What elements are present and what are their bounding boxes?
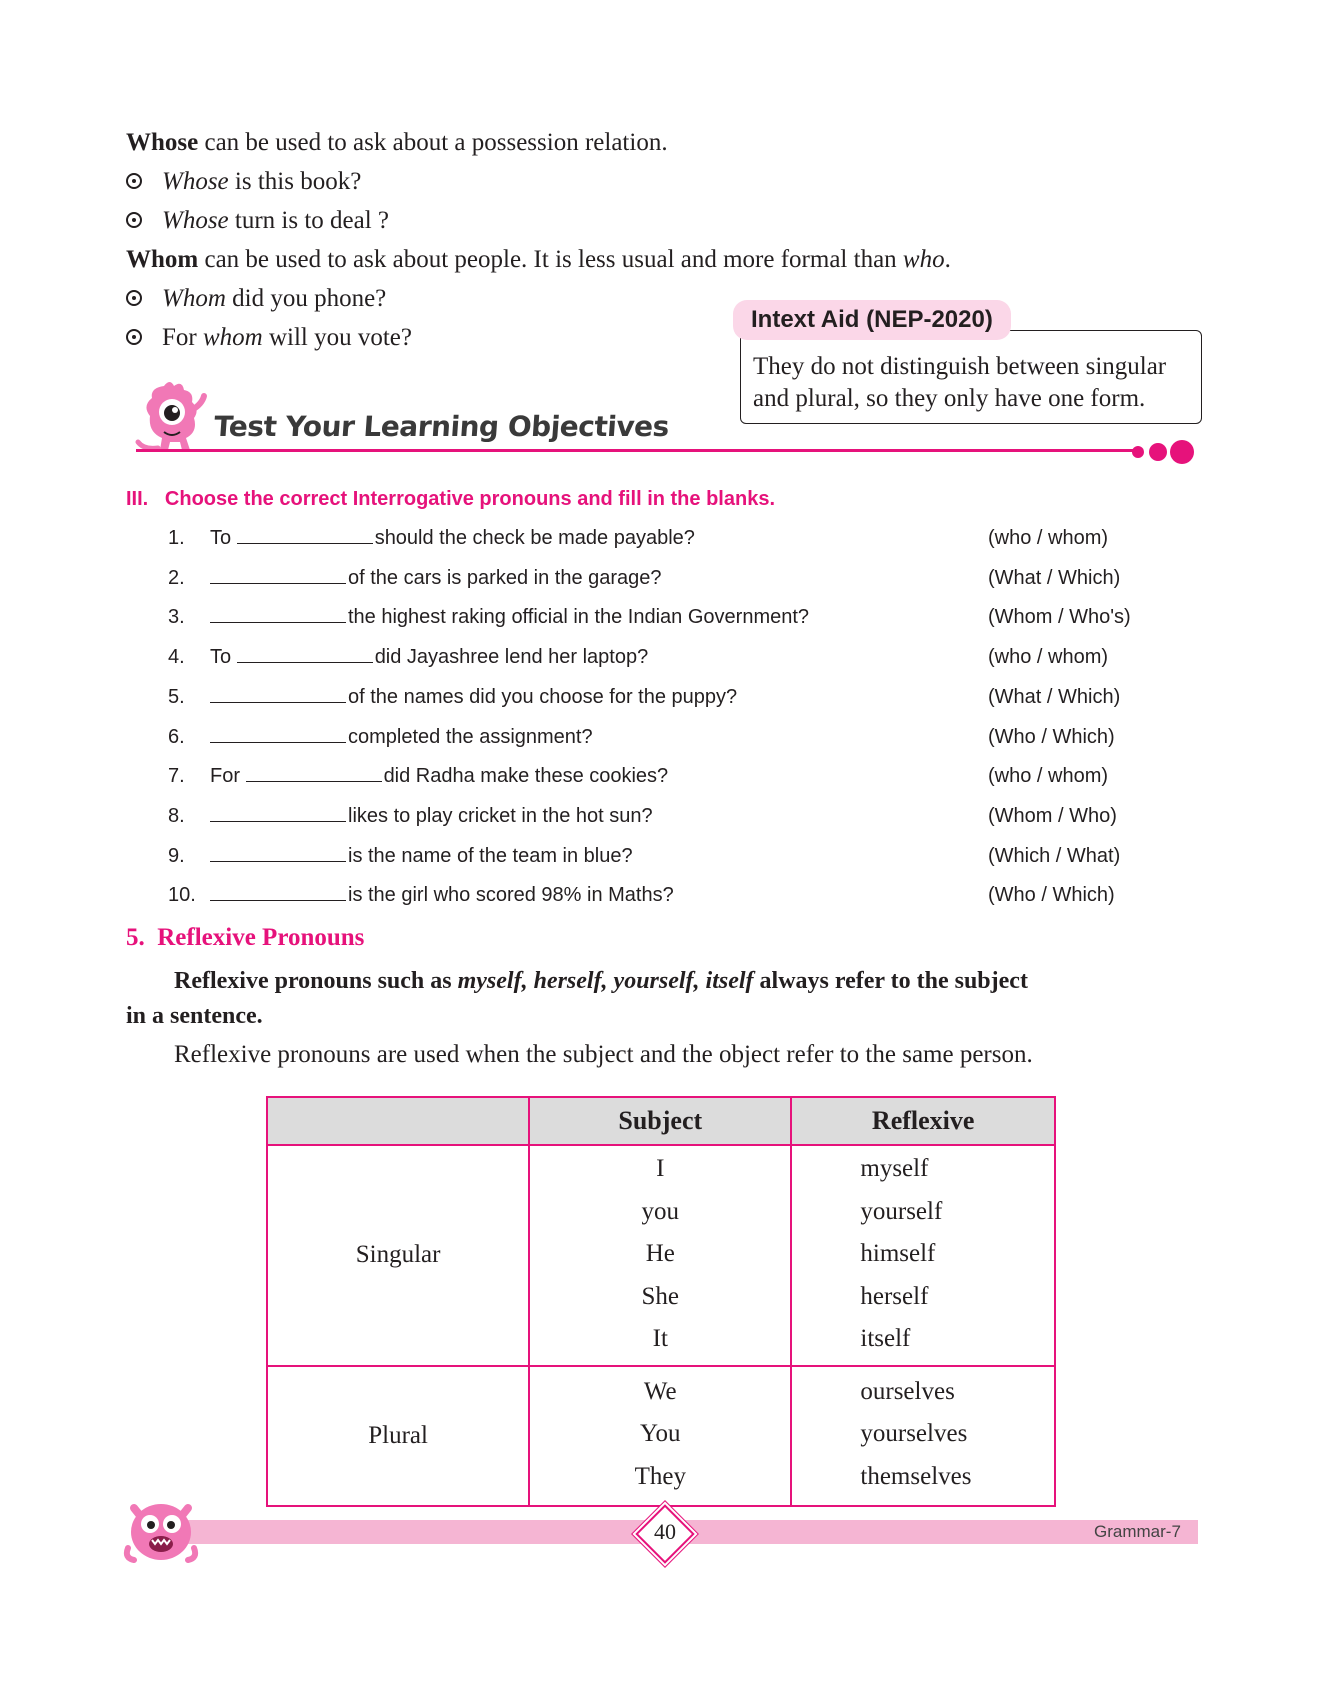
table-cell: They bbox=[634, 1462, 686, 1490]
whom-example-2-pre: For bbox=[162, 324, 203, 351]
item-text: likes to play cricket in the hot sun? bbox=[348, 804, 653, 827]
table-header-row bbox=[267, 1097, 1055, 1145]
item-sentence bbox=[210, 686, 737, 709]
item-options: (Whom / Who's) bbox=[988, 606, 1131, 629]
definition-pre: Reflexive pronouns such as bbox=[174, 968, 458, 994]
item-options: (Which / What) bbox=[988, 844, 1121, 867]
bullet-icon bbox=[126, 173, 142, 189]
reflexive-usage-text: Reflexive pronouns are used when the subject and the object refer to the same person. bbox=[174, 1041, 1033, 1068]
table-cell: She bbox=[641, 1282, 680, 1310]
section-title: Reflexive Pronouns bbox=[157, 924, 365, 951]
banner-title: Test Your Learning Objectives bbox=[212, 410, 670, 443]
table-cell: myself bbox=[860, 1155, 929, 1182]
table-cell: himself bbox=[860, 1240, 936, 1267]
whom-desc: can be used to ask about people. It is less usual and more formal than bbox=[198, 246, 903, 273]
whom-example-2-keyword: whom bbox=[202, 324, 263, 351]
item-options: (What / Which) bbox=[988, 566, 1121, 589]
whose-example-2-text: turn is to deal ? bbox=[228, 207, 390, 234]
whose-definition bbox=[126, 128, 668, 158]
table-cell: I bbox=[656, 1155, 665, 1182]
intext-aid-box bbox=[740, 330, 1202, 424]
whom-example-2-text: will you vote? bbox=[262, 324, 412, 351]
item-text: of the cars is parked in the garage? bbox=[348, 566, 662, 589]
whom-desc-end: . bbox=[944, 246, 951, 273]
item-number: 9. bbox=[168, 844, 185, 867]
bullet-icon bbox=[126, 329, 142, 345]
item-sentence bbox=[210, 527, 695, 550]
whom-example-1-text: did you phone? bbox=[225, 285, 387, 312]
item-number: 3. bbox=[168, 606, 185, 629]
item-text: did Radha make these cookies? bbox=[383, 765, 669, 788]
table-cell: You bbox=[640, 1420, 681, 1448]
definition-examples: myself, herself, yourself, itself bbox=[457, 968, 754, 994]
exercise-heading bbox=[126, 488, 775, 511]
table-cell: herself bbox=[860, 1282, 929, 1310]
singular-subjects bbox=[529, 1145, 791, 1366]
answer-blank[interactable] bbox=[210, 847, 346, 862]
table-cell: themselves bbox=[860, 1462, 972, 1490]
answer-blank[interactable] bbox=[210, 886, 346, 901]
reflexive-definition-line-1 bbox=[174, 964, 1028, 998]
table-cell: yourselves bbox=[860, 1420, 968, 1448]
bullet-icon bbox=[126, 290, 142, 306]
item-options: (Who / Which) bbox=[988, 884, 1115, 907]
item-text: the highest raking official in the Indian Government? bbox=[348, 606, 810, 629]
book-title: Grammar-7 bbox=[1094, 1522, 1181, 1541]
plural-subjects bbox=[529, 1366, 791, 1506]
item-sentence bbox=[210, 567, 662, 590]
table-row-plural bbox=[267, 1366, 1055, 1506]
table-cell: you bbox=[641, 1197, 680, 1225]
item-options: (Whom / Who) bbox=[988, 804, 1117, 827]
item-prefix: For bbox=[210, 765, 246, 788]
reflexive-table bbox=[266, 1096, 1056, 1507]
section-number: 5. bbox=[126, 924, 145, 951]
plural-label: Plural bbox=[267, 1366, 529, 1506]
footer-monster-icon bbox=[120, 1488, 202, 1564]
whose-term: Whose bbox=[126, 129, 199, 156]
header-subject: Subject bbox=[529, 1097, 791, 1145]
table-cell: itself bbox=[860, 1325, 911, 1352]
whose-example-2-keyword: Whose bbox=[162, 207, 229, 234]
whom-example-1-keyword: Whom bbox=[162, 285, 226, 312]
intext-aid-line-2: and plural, so they only have one form. bbox=[753, 385, 1146, 412]
table-row-singular bbox=[267, 1145, 1055, 1366]
whose-example-1-text: is this book? bbox=[228, 168, 362, 195]
answer-blank[interactable] bbox=[210, 807, 346, 822]
header-empty bbox=[267, 1097, 529, 1145]
section-heading bbox=[126, 924, 364, 952]
reflexive-definition-line-2: in a sentence. bbox=[126, 1003, 263, 1029]
item-sentence bbox=[210, 845, 633, 868]
item-text: is the name of the team in blue? bbox=[348, 844, 633, 867]
bullet-icon bbox=[126, 212, 142, 228]
item-text: of the names did you choose for the puppy? bbox=[348, 685, 738, 708]
intext-aid-title: Intext Aid (NEP-2020) bbox=[733, 300, 1011, 340]
whom-example-2 bbox=[126, 323, 412, 353]
exercise-heading-text: Choose the correct Interrogative pronouns and fill in the blanks. bbox=[164, 488, 775, 510]
item-prefix: To bbox=[210, 646, 237, 669]
item-sentence bbox=[210, 726, 593, 749]
whose-desc: can be used to ask about a possession relation. bbox=[198, 129, 668, 156]
item-number: 1. bbox=[168, 527, 185, 549]
item-number: 2. bbox=[168, 566, 185, 589]
plural-reflexives bbox=[791, 1366, 1055, 1506]
whom-term: Whom bbox=[126, 246, 199, 273]
answer-blank[interactable] bbox=[210, 608, 346, 623]
whose-example-1 bbox=[126, 167, 361, 197]
answer-blank[interactable] bbox=[246, 767, 382, 782]
item-number: 4. bbox=[168, 646, 185, 669]
item-text: is the girl who scored 98% in Maths? bbox=[348, 884, 674, 907]
singular-label: Singular bbox=[267, 1145, 529, 1366]
item-text: should the check be made payable? bbox=[374, 527, 695, 549]
intext-aid-line-1: They do not distinguish between singular bbox=[753, 353, 1167, 380]
item-options: (Who / Which) bbox=[988, 725, 1115, 748]
item-text: completed the assignment? bbox=[348, 725, 593, 748]
item-sentence bbox=[210, 805, 653, 828]
table-cell: ourselves bbox=[860, 1377, 955, 1405]
item-number: 5. bbox=[168, 685, 185, 708]
banner-dots-icon bbox=[1124, 438, 1196, 471]
item-sentence bbox=[210, 884, 674, 907]
header-reflexive: Reflexive bbox=[791, 1097, 1055, 1145]
item-sentence bbox=[210, 646, 648, 669]
answer-blank[interactable] bbox=[237, 648, 373, 663]
table-cell: We bbox=[643, 1377, 677, 1405]
item-options: (who / whom) bbox=[988, 765, 1109, 788]
definition-post: always refer to the subject bbox=[753, 968, 1028, 994]
singular-reflexives bbox=[791, 1145, 1055, 1366]
item-sentence bbox=[210, 765, 668, 788]
item-text: did Jayashree lend her laptop? bbox=[374, 646, 649, 669]
answer-blank[interactable] bbox=[210, 728, 346, 743]
item-number: 10. bbox=[168, 884, 196, 907]
whom-desc-keyword: who bbox=[902, 246, 945, 273]
item-options: (who / whom) bbox=[988, 646, 1109, 669]
page-number: 40 bbox=[654, 1519, 676, 1544]
table-cell: It bbox=[652, 1325, 668, 1352]
item-number: 8. bbox=[168, 804, 185, 827]
item-number: 6. bbox=[168, 725, 185, 748]
table-cell: He bbox=[645, 1240, 675, 1267]
item-options: (who / whom) bbox=[988, 527, 1109, 549]
item-prefix: To bbox=[210, 527, 237, 549]
whose-example-1-keyword: Whose bbox=[162, 168, 229, 195]
monster-mascot-icon bbox=[134, 380, 208, 456]
whom-definition bbox=[126, 245, 951, 275]
whose-example-2 bbox=[126, 206, 389, 236]
item-number: 7. bbox=[168, 765, 185, 788]
whom-example-1 bbox=[126, 284, 386, 314]
item-sentence bbox=[210, 606, 809, 629]
banner-rule bbox=[136, 449, 1138, 452]
answer-blank[interactable] bbox=[210, 569, 346, 584]
answer-blank[interactable] bbox=[210, 688, 346, 703]
answer-blank[interactable] bbox=[237, 529, 373, 544]
item-options: (What / Which) bbox=[988, 685, 1121, 708]
exercise-numeral: III. bbox=[126, 488, 149, 510]
table-cell: yourself bbox=[860, 1197, 943, 1225]
